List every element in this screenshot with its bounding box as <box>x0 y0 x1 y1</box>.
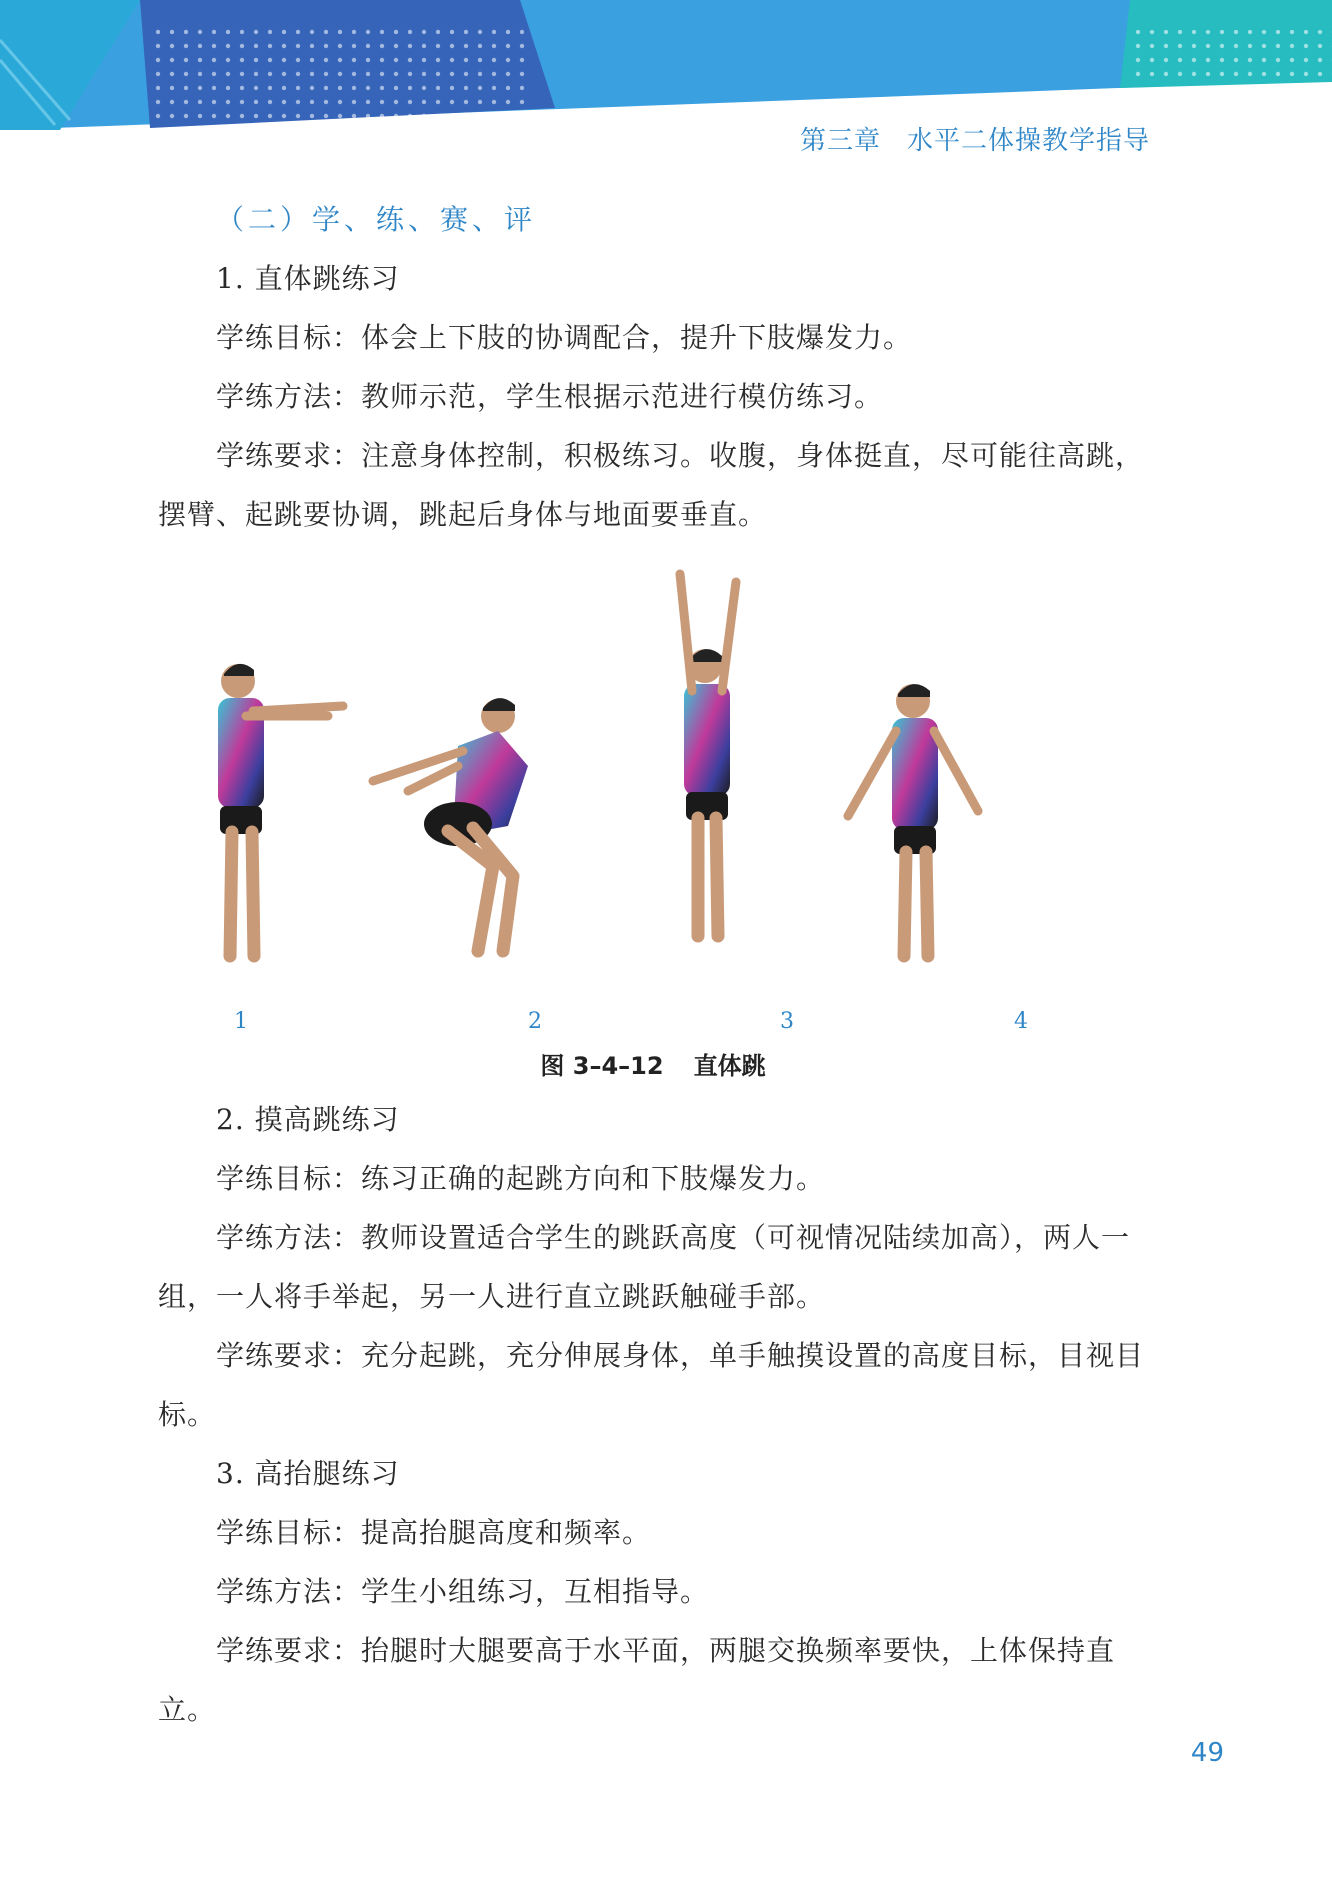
chapter-header <box>800 120 1150 157</box>
exercise3-requirement: 学练要求：抬腿时大腿要高于水平面，两腿交换频率要快，上体保持直立。 <box>158 1634 1116 1726</box>
exercise2-goal: 学练目标：练习正确的起跳方向和下肢爆发力。 <box>216 1162 826 1195</box>
jumper-4-photo <box>848 684 978 956</box>
page-number: 49 <box>1190 1738 1224 1768</box>
header-banner <box>0 0 1332 140</box>
figure-caption-number: 图 3–4–12 <box>540 1052 664 1080</box>
exercise3-heading: 3. 高抬腿练习 <box>216 1457 400 1490</box>
chapter-number: 第三章 <box>799 126 881 156</box>
section-title: （二）学、练、赛、评 <box>216 203 537 236</box>
exercise1-method: 学练方法：教师示范，学生根据示范进行模仿练习。 <box>216 380 884 413</box>
chapter-title: 水平二体操教学指导 <box>906 126 1150 156</box>
jump-photos <box>158 566 1158 1006</box>
jumper-3-photo <box>680 574 736 936</box>
exercise2-heading: 2. 摸高跳练习 <box>216 1103 400 1136</box>
figure-caption <box>158 1046 1148 1086</box>
exercise3-goal: 学练目标：提高抬腿高度和频率。 <box>216 1516 652 1549</box>
exercise3-method: 学练方法：学生小组练习，互相指导。 <box>216 1575 710 1608</box>
jumper-1-photo <box>218 664 343 956</box>
figure-label-1: 1 <box>234 1009 248 1034</box>
figure-caption-title: 直体跳 <box>693 1052 766 1080</box>
figure-label-4: 4 <box>1014 1009 1028 1034</box>
exercise1-heading: 1. 直体跳练习 <box>216 262 400 295</box>
figure-label-2: 2 <box>528 1009 542 1034</box>
exercise2-method: 学练方法：教师设置适合学生的跳跃高度（可视情况陆续加高），两人一组，一人将手举起，另一人进行直立跳跃触碰手部。 <box>158 1221 1131 1313</box>
page-content <box>158 190 1148 1739</box>
exercise1-goal: 学练目标：体会上下肢的协调配合，提升下肢爆发力。 <box>216 321 913 354</box>
exercise1-requirement: 学练要求：注意身体控制，积极练习。收腹，身体挺直，尽可能往高跳，摆臂、起跳要协调，跳起后身体与地面要垂直。 <box>158 439 1145 531</box>
jump-figure <box>158 566 1158 1034</box>
figure-label-3: 3 <box>780 1009 794 1034</box>
exercise2-requirement: 学练要求：充分起跳，充分伸展身体，单手触摸设置的高度目标，目视目标。 <box>158 1339 1145 1431</box>
jumper-2-photo <box>373 698 528 951</box>
